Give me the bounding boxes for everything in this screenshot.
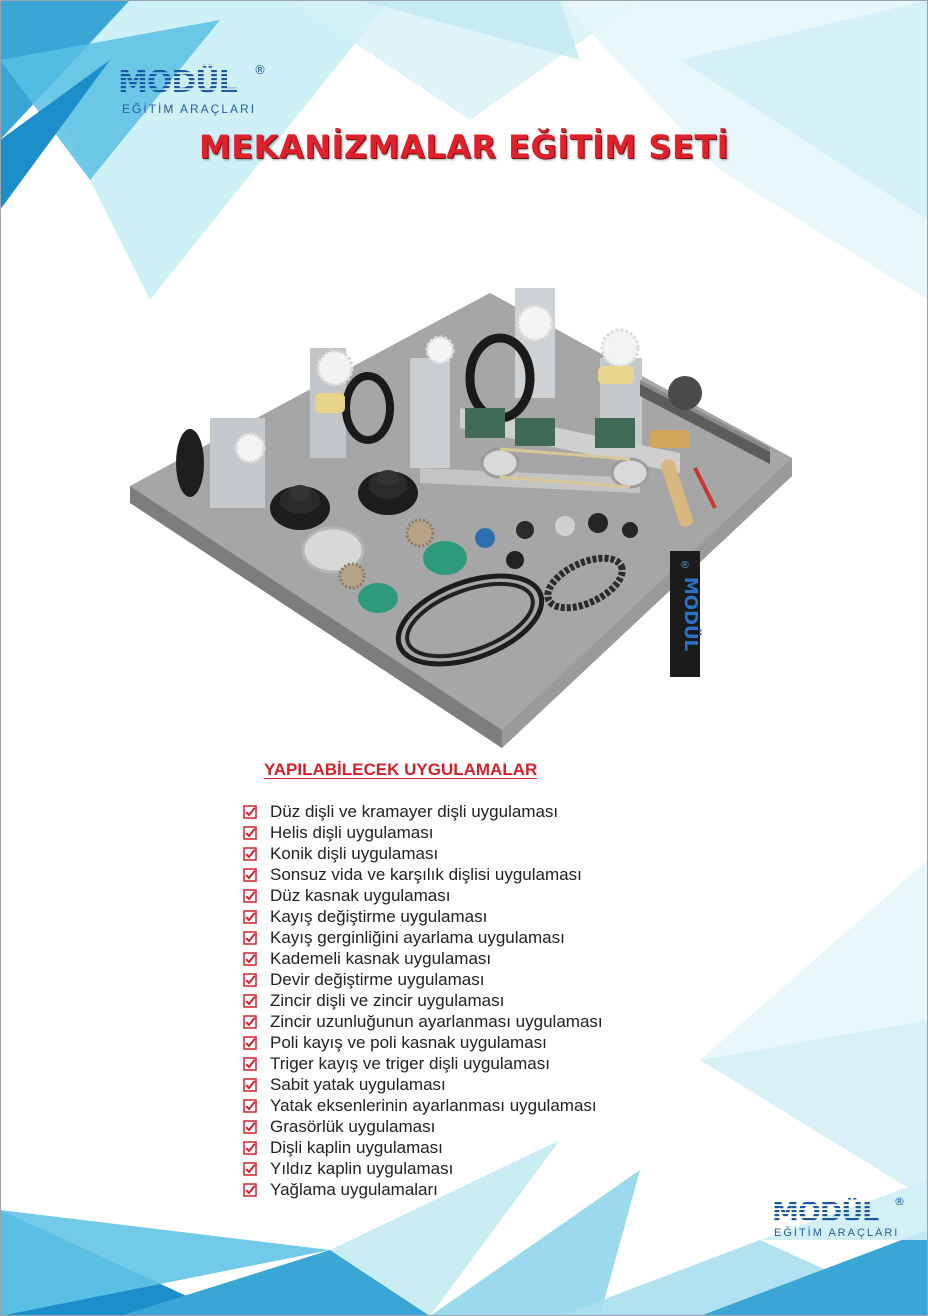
checkbox-checked-icon: [243, 889, 257, 903]
list-item-label: Grasörlük uygulaması: [270, 1117, 436, 1136]
list-item: [243, 1179, 603, 1200]
list-item: [243, 1158, 603, 1179]
list-item: [243, 885, 603, 906]
checkbox-checked-icon: [243, 1078, 257, 1092]
list-item-label: Sabit yatak uygulaması: [270, 1075, 446, 1094]
checkbox-checked-icon: [243, 1141, 257, 1155]
list-item-label: Yıldız kaplin uygulaması: [270, 1159, 454, 1178]
list-item-label: Kayış değiştirme uygulaması: [270, 907, 488, 926]
list-item-label: Düz dişli ve kramayer dişli uygulaması: [270, 802, 559, 821]
checkbox-checked-icon: [243, 868, 257, 882]
list-item: [243, 1074, 603, 1095]
brand-subtitle: EĞİTİM ARAÇLARI: [122, 102, 257, 116]
list-item: [243, 1053, 603, 1074]
checkbox-checked-icon: [243, 910, 257, 924]
list-item-label: Zincir dişli ve zincir uygulaması: [270, 991, 505, 1010]
list-item: [243, 864, 603, 885]
checkbox-checked-icon: [243, 826, 257, 840]
list-item: [243, 969, 603, 990]
list-item-label: Triger kayış ve triger dişli uygulaması: [270, 1054, 550, 1073]
list-item: [243, 822, 603, 843]
list-item: [243, 801, 603, 822]
mechanism-board-photo: [120, 268, 810, 768]
checkbox-checked-icon: [243, 847, 257, 861]
list-item: [243, 1095, 603, 1116]
brand-subtitle: EĞİTİM ARAÇLARI: [774, 1227, 900, 1239]
checkbox-checked-icon: [243, 1120, 257, 1134]
list-item: [243, 843, 603, 864]
list-item-label: Sonsuz vida ve karşılık dişlisi uygulaması: [270, 865, 582, 884]
list-item: [243, 1032, 603, 1053]
list-item-label: Zincir uzunluğunun ayarlanması uygulaması: [270, 1012, 603, 1031]
applications-heading: YAPILABİLECEK UYGULAMALAR: [264, 760, 538, 779]
list-item: [243, 927, 603, 948]
checkbox-checked-icon: [243, 973, 257, 987]
list-item: [243, 1011, 603, 1032]
checkbox-checked-icon: [243, 1057, 257, 1071]
list-item-label: Yağlama uygulamaları: [270, 1180, 438, 1199]
list-item-label: Helis dişli uygulaması: [270, 823, 434, 842]
list-item-label: Dişli kaplin uygulaması: [270, 1138, 443, 1157]
list-item: [243, 1116, 603, 1137]
svg-text:®: ®: [894, 1195, 905, 1208]
checkbox-checked-icon: [243, 1099, 257, 1113]
svg-text:®: ®: [680, 560, 690, 571]
svg-text:MODÜL: MODÜL: [118, 65, 237, 100]
list-item: [243, 1137, 603, 1158]
list-item: [243, 906, 603, 927]
checkbox-checked-icon: [243, 805, 257, 819]
svg-text:MODÜL: MODÜL: [772, 1197, 879, 1226]
brand-logo-top: [118, 62, 268, 116]
svg-text:MODÜL: MODÜL: [680, 576, 701, 652]
list-item: [243, 948, 603, 969]
brand-logo-bottom: [772, 1194, 908, 1239]
list-item-label: Kayış gerginliğini ayarlama uygulaması: [270, 928, 565, 947]
checkbox-checked-icon: [243, 952, 257, 966]
list-item-label: Konik dişli uygulaması: [270, 844, 439, 863]
checkbox-checked-icon: [243, 1162, 257, 1176]
checkbox-checked-icon: [243, 1183, 257, 1197]
list-item: [243, 990, 603, 1011]
checkbox-checked-icon: [243, 1036, 257, 1050]
applications-list: [243, 801, 603, 1200]
list-item-label: Devir değiştirme uygulaması: [270, 970, 485, 989]
svg-text:®: ®: [254, 63, 266, 77]
list-item-label: Düz kasnak uygulaması: [270, 886, 451, 905]
checkbox-checked-icon: [243, 931, 257, 945]
checkbox-checked-icon: [243, 994, 257, 1008]
list-item-label: Kademeli kasnak uygulaması: [270, 949, 492, 968]
page-title: MEKANİZMALAR EĞİTİM SETİ: [198, 128, 730, 166]
checkbox-checked-icon: [243, 1015, 257, 1029]
list-item-label: Yatak eksenlerinin ayarlanması uygulaması: [270, 1096, 597, 1115]
list-item-label: Poli kayış ve poli kasnak uygulaması: [270, 1033, 547, 1052]
